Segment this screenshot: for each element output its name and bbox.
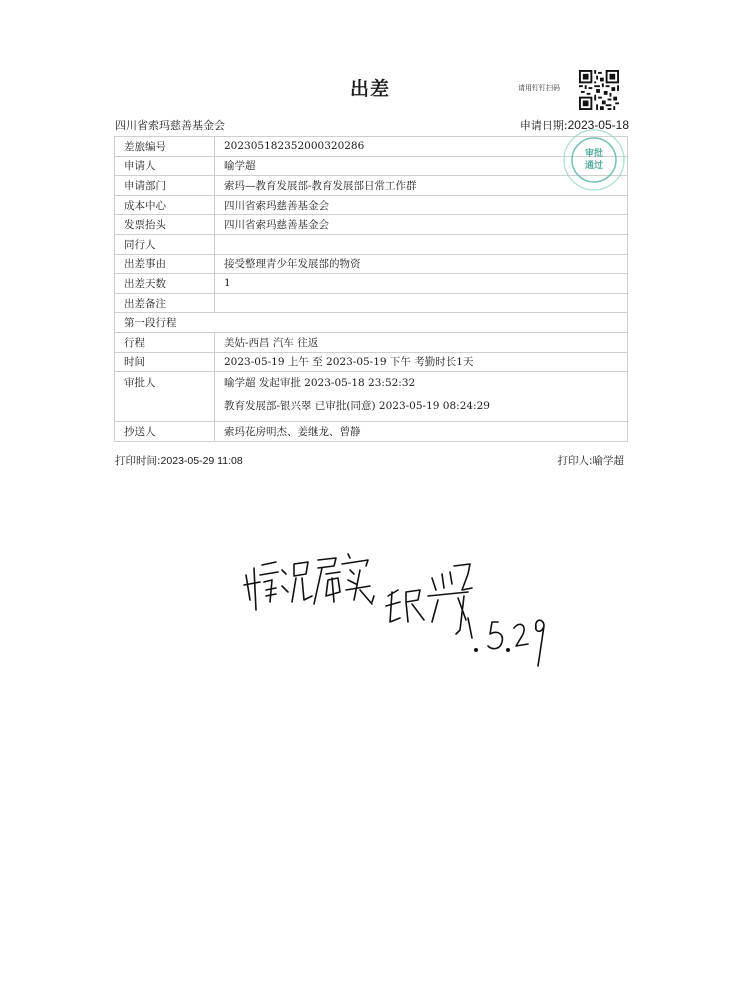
row-key: 申请部门	[115, 176, 215, 196]
approver-line: 喻学超 发起审批 2023-05-18 23:52:32	[224, 377, 416, 390]
row-key: 抄送人	[115, 422, 215, 442]
printer	[557, 453, 624, 468]
table-row	[115, 293, 628, 313]
table-row	[115, 215, 628, 235]
table-row	[115, 332, 628, 352]
approved-stamp	[562, 128, 626, 192]
print-time	[115, 453, 243, 468]
row-key: 审批人	[115, 372, 215, 422]
row-key: 行程	[115, 332, 215, 352]
table-row	[115, 234, 628, 254]
row-value: 202305182352000320286	[215, 137, 628, 157]
row-value: 接受整理青少年发展部的物资	[215, 254, 628, 274]
table-row	[115, 352, 628, 372]
section-row	[115, 313, 628, 333]
row-value: 四川省索玛慈善基金会	[215, 215, 628, 235]
approver-line: 教育发展部-银兴翠 已审批(同意) 2023-05-19 08:24:29	[224, 400, 490, 413]
row-key: 时间	[115, 352, 215, 372]
table-row	[115, 195, 628, 215]
row-value: 索玛花房明杰、姜继龙、曾静	[215, 422, 628, 442]
printer-value: 喻学超	[592, 455, 624, 467]
print-time-value: 2023-05-29 11:08	[160, 455, 243, 467]
section-title: 第一段行程	[115, 313, 628, 333]
table-row	[115, 254, 628, 274]
travel-form-table	[114, 136, 628, 442]
stamp-text-line2: 通过	[584, 161, 604, 171]
approver-row	[115, 372, 628, 422]
row-value: 2023-05-19 上午 至 2023-05-19 下午 考勤时长1天	[215, 352, 628, 372]
row-value: 喻学超	[215, 156, 628, 176]
apply-date-label: 申请日期:	[519, 119, 568, 132]
row-value	[215, 234, 628, 254]
document-title: 出差	[349, 78, 390, 100]
row-value: 1	[215, 274, 628, 294]
qr-label: 请用钉钉扫码	[518, 84, 560, 92]
stamp-text-line1: 审批	[584, 149, 604, 159]
print-time-label: 打印时间:	[115, 455, 161, 467]
table-row	[115, 176, 628, 196]
apply-date-value: 2023-05-18	[567, 118, 629, 132]
row-key: 同行人	[115, 234, 215, 254]
row-value: 美姑-西昌 汽车 往返	[215, 332, 628, 352]
row-key: 差旅编号	[115, 137, 215, 157]
row-key: 出差事由	[115, 254, 215, 274]
qr-code-icon[interactable]	[579, 70, 619, 110]
row-key: 申请人	[115, 156, 215, 176]
row-key: 发票抬头	[115, 215, 215, 235]
table-row	[115, 422, 628, 442]
row-key: 出差备注	[115, 293, 215, 313]
table-row	[115, 156, 628, 176]
organization-name: 四川省索玛慈善基金会	[115, 119, 225, 132]
approver-value	[215, 372, 628, 422]
table-row	[115, 137, 628, 157]
table-row	[115, 274, 628, 294]
row-value: 索玛—教育发展部-教育发展部日常工作群	[215, 176, 628, 196]
printer-label: 打印人:	[557, 455, 593, 467]
row-value	[215, 293, 628, 313]
row-value: 四川省索玛慈善基金会	[215, 195, 628, 215]
handwritten-signature	[236, 530, 556, 680]
row-key: 成本中心	[115, 195, 215, 215]
row-key: 出差天数	[115, 274, 215, 294]
